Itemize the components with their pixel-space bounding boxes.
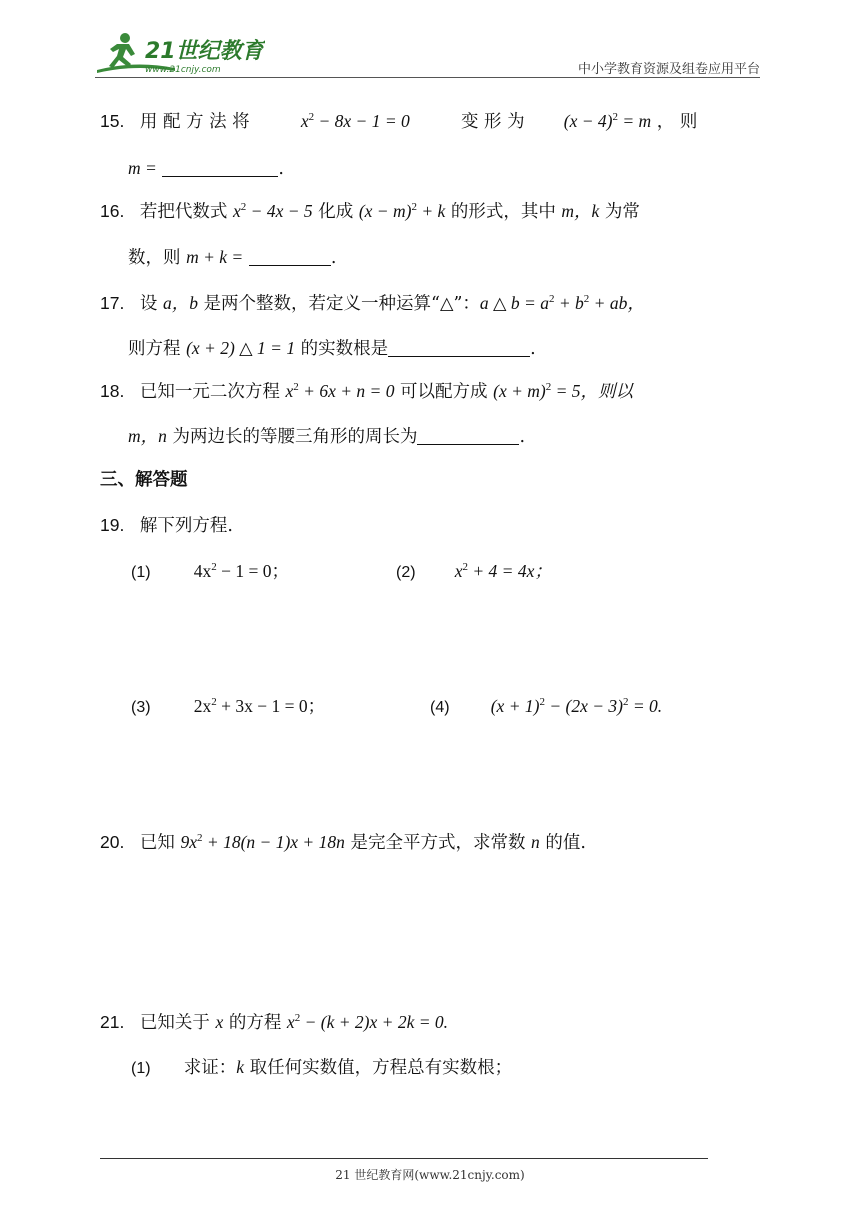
question-number: 15. [100,111,125,131]
equation: $x^2 - 4x - 5$ [232,201,313,221]
question-text: 则方程 [128,339,181,359]
svg-text:21世纪教育: 21世纪教育 [145,39,264,64]
page-footer: 21 世纪教育网(www.21cnjy.com) [335,1168,525,1182]
question-text: 的实数根是 [300,339,389,359]
question-text: 已知关于 [139,1013,210,1033]
site-logo [95,30,265,76]
question-text: 的形式，其中 [450,202,556,222]
site-name: 中小学教育资源及组卷应用平台 [577,62,760,77]
question-number: 18. [100,381,125,401]
part-label: (2) [396,564,416,581]
variables: m，k [561,201,600,221]
equation: $(x - m)^2 + k$ [358,201,446,221]
part-label: (4) [430,699,450,716]
question-15 [100,109,697,134]
question-text: 已知 [139,833,175,853]
question-19-part3 [131,694,325,720]
answer-blank[interactable] [388,338,530,357]
part-label: (1) [131,564,151,581]
question-15-line2: m = . [128,158,284,179]
question-number: 19. [100,515,125,535]
equation: $2x^2 + 3x - 1 = 0$； [193,696,326,716]
question-19-part4 [430,694,662,720]
question-text: 已知一元二次方程 [139,382,280,402]
header-divider [95,77,760,78]
part-label: (3) [131,699,151,716]
svg-text:www.21cnjy.com: www.21cnjy.com [145,65,221,75]
question-number: 20. [100,832,125,852]
question-19-part2 [396,559,552,585]
question-text: 为两边长的等腰三角形的周长为 [172,427,418,447]
equation: a △ $b = a^2 + b^2$ + ab， [479,293,645,313]
answer-blank[interactable] [417,426,519,445]
question-number: 21. [100,1012,125,1032]
equation: $(x + 1)^2 - (2x - 3)^2 = 0$. [490,696,663,716]
equation: $9x^2 + 18(n - 1)x + 18n$ [180,832,345,852]
question-text: 的方程 [228,1013,282,1033]
question-text: 用 配 方 法 将 [139,112,250,132]
variable: x [215,1012,224,1032]
question-17-line2: 则方程 (x + 2) △ 1 = 1 的实数根是 . [128,338,536,359]
question-text: 的值. [545,833,586,853]
question-18 [100,379,633,404]
question-19 [100,513,233,538]
question-text: 可以配方成 [400,382,488,402]
equation: (x + 2) △ 1 = 1 [186,338,296,358]
section-title: 三、解答题 [100,470,188,490]
equation: $x^2 - (k + 2)x + 2k = 0$. [286,1012,449,1032]
question-text: 求证： [183,1058,237,1078]
equation: $x^2 + 4 = 4x$； [454,561,552,581]
variable: k [236,1057,244,1077]
question-20 [100,830,586,855]
equation: $4x^2 - 1 = 0$； [193,561,289,581]
equation: $x^2 - 8x - 1 = 0$ [300,111,410,131]
question-text: 数，则 [128,248,181,268]
question-text: 变 形 为 [460,112,525,132]
equation: m = [128,158,157,178]
question-17 [100,291,645,316]
question-text: 解下列方程. [139,516,233,536]
variable: n [531,832,540,852]
question-text: 为常 [604,202,640,222]
question-16-line2: 数，则 m + k = . [128,247,337,268]
question-19-part1 [131,559,289,585]
equation: $x^2 + 6x + n = 0$ [285,381,395,401]
equation: m + k = [186,247,244,267]
question-text: 若把代数式 [139,202,228,222]
question-text: 是两个整数，若定义一种运算“△”： [203,294,480,314]
answer-blank[interactable] [249,247,331,266]
question-21-part1 [131,1055,512,1081]
answer-blank[interactable] [162,158,278,177]
variables: m，n [128,426,167,446]
variables: a，b [162,293,198,313]
question-number: 17. [100,293,125,313]
footer-divider [100,1158,708,1159]
question-text: 是完全平方式，求常数 [350,833,526,853]
part-label: (1) [131,1060,151,1077]
question-text: ， 则 [656,112,698,132]
question-text: 设 [139,294,158,314]
question-21 [100,1010,448,1035]
question-16 [100,199,640,224]
question-number: 16. [100,201,125,221]
equation: $(x - 4)^2 = m$ [563,111,652,131]
question-18-line2: m，n 为两边长的等腰三角形的周长为 . [128,426,526,447]
question-text: 取任何实数值，方程总有实数根； [249,1058,513,1078]
equation: $(x + m)^2 = 5$，则以 [493,381,634,401]
question-text: 化成 [318,202,354,222]
page-header [95,30,760,78]
